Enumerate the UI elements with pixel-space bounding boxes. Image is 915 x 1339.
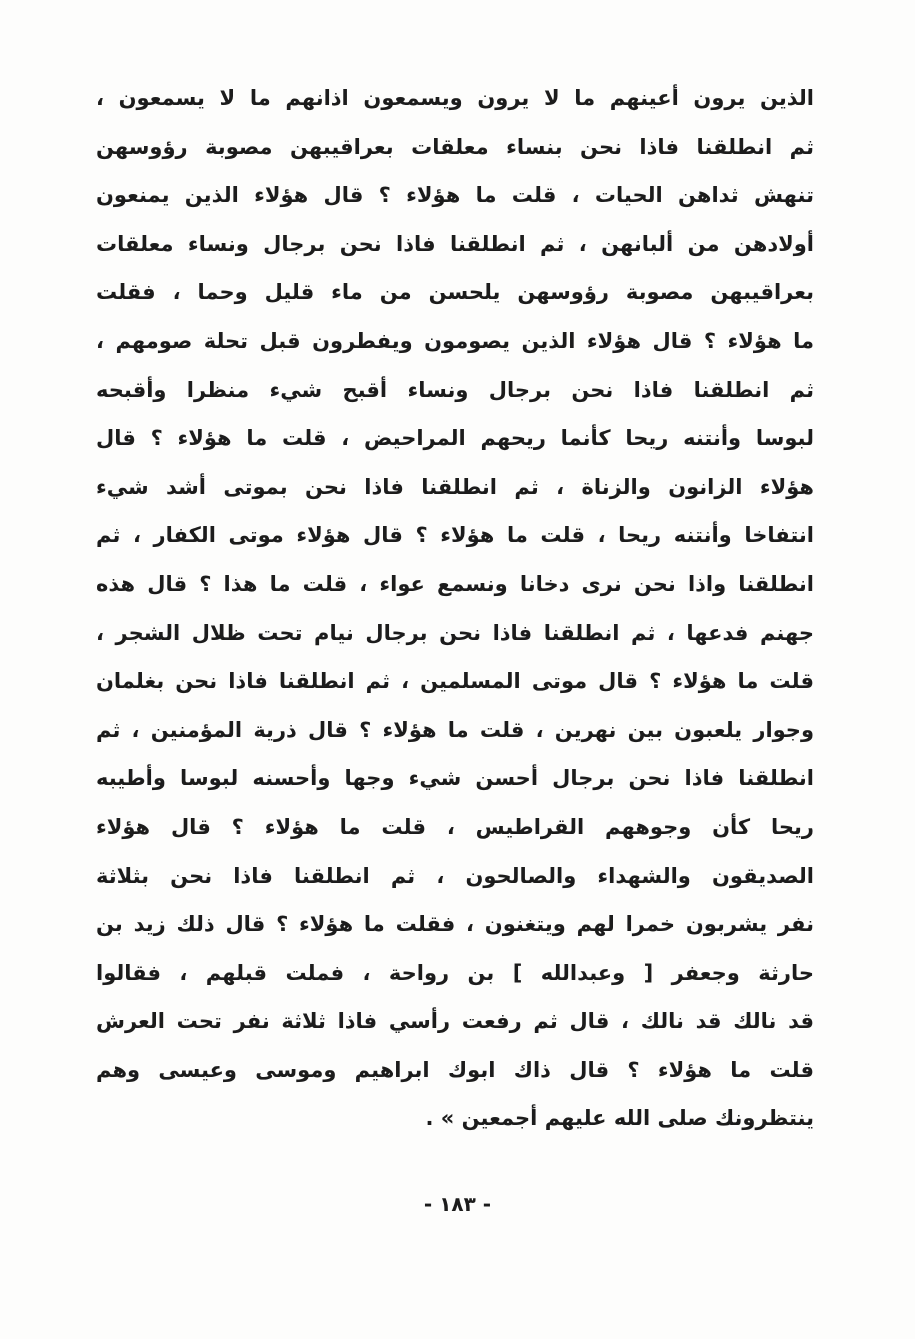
text-line: الصديقون والشهداء والصالحون ، ثم انطلقنا فاذا نحن بثلاثة (96, 863, 814, 888)
text-line: جهنم فدعها ، ثم انطلقنا فاذا نحن برجال نيام تحت ظلال الشجر ، (96, 620, 814, 645)
text-line: حارثة وجعفر [ وعبدالله ] بن رواحة ، فملت قبلهم ، فقالوا (96, 960, 814, 985)
text-line: ثم انطلقنا فاذا نحن بنساء معلقات بعراقيبهن مصوبة رؤوسهن (96, 134, 814, 159)
text-line: لبوسا وأنتنه ريحا كأنما ريحهم المراحيض ، قلت ما هؤلاء ؟ قال (96, 426, 814, 451)
text-line: بعراقيبهن مصوبة رؤوسهن يلحسن من ماء قليل وحما ، فقلت (96, 280, 814, 305)
text-line: قلت ما هؤلاء ؟ قال ذاك ابوك ابراهيم وموسى وعيسى وهم (96, 1057, 814, 1082)
text-line: ريحا كأن وجوههم القراطيس ، قلت ما هؤلاء ؟ قال هؤلاء (96, 814, 814, 839)
text-line: ما هؤلاء ؟ قال هؤلاء الذين يصومون ويفطرون قبل تحلة صومهم ، (96, 328, 814, 353)
page-number: - ١٨٣ - (423, 1192, 492, 1216)
text-line: ثم انطلقنا فاذا نحن برجال ونساء أقبح شيء منظرا وأقبحه (96, 377, 814, 402)
text-line: انتفاخا وأنتنه ريحا ، قلت ما هؤلاء ؟ قال هؤلاء موتى الكفار ، ثم (96, 523, 814, 548)
body-text (96, 74, 814, 1143)
text-line: الذين يرون أعينهم ما لا يرون ويسمعون اذانهم ما لا يسمعون ، (96, 86, 814, 110)
text-line: قلت ما هؤلاء ؟ قال موتى المسلمين ، ثم انطلقنا فاذا نحن بغلمان (96, 669, 814, 694)
text-line: قد نالك قد نالك ، قال ثم رفعت رأسي فاذا ثلاثة نفر تحت العرش (96, 1009, 814, 1034)
text-line: انطلقنا واذا نحن نرى دخانا ونسمع عواء ، قلت ما هذا ؟ قال هذه (96, 571, 814, 596)
text-line: هؤلاء الزانون والزناة ، ثم انطلقنا فاذا نحن بموتى أشد شيء (96, 474, 814, 499)
text-line: انطلقنا فاذا نحن برجال أحسن شيء وجها وأحسنه لبوسا وأطيبه (96, 766, 814, 791)
text-line: أولادهن من ألبانهن ، ثم انطلقنا فاذا نحن برجال ونساء معلقات (96, 231, 814, 256)
text-line: وجوار يلعبون بين نهرين ، قلت ما هؤلاء ؟ قال ذرية المؤمنين ، ثم (96, 717, 814, 742)
text-line: ينتظرونك صلى الله عليهم أجمعين » . (425, 1106, 814, 1131)
text-line: نفر يشربون خمرا لهم ويتغنون ، فقلت ما هؤلاء ؟ قال ذلك زيد بن (96, 912, 814, 937)
text-line: تنهش ثداهن الحيات ، قلت ما هؤلاء ؟ قال هؤلاء الذين يمنعون (96, 183, 814, 208)
